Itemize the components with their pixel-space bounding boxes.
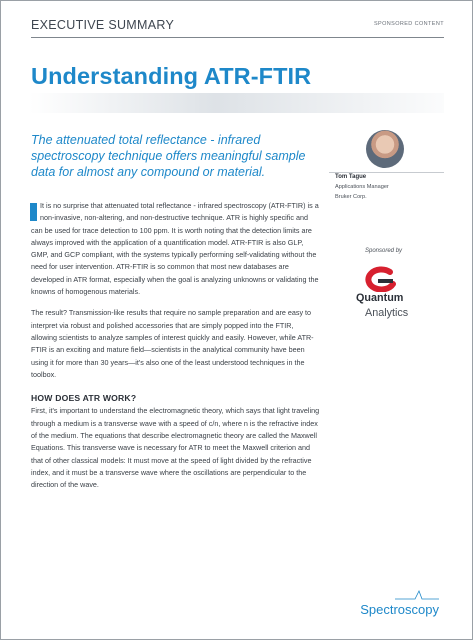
article-intro: The attenuated total reflectance - infrared spectroscopy technique offers meaningful sample data for almost any compound or material. xyxy=(31,133,306,179)
body-paragraph: The result? Transmission-like results that require no sample preparation and are easy to interpret via robust and polished accessories that are simply popped into the FTIR, allowing scientists to analyze samples of interest quickly and easily. However, while ATR-FTIR is an exciting and mature field—scientists in the analytical community have been using it for more than 30 years—it's also one of the least understood techniques in the toolbox. xyxy=(31,308,314,379)
sponsored-content-label: SPONSORED CONTENT xyxy=(373,21,444,27)
sponsor-subname: Analytics xyxy=(365,307,409,319)
spectrum-peak-icon xyxy=(395,590,439,600)
section-heading: HOW DOES ATR WORK? xyxy=(31,393,137,404)
title-banner xyxy=(29,93,444,113)
header-divider xyxy=(31,37,444,38)
quantum-analytics-logo-icon xyxy=(360,266,400,292)
article-title: Understanding ATR-FTIR xyxy=(31,63,312,89)
sponsor-name: Quantum xyxy=(356,292,404,304)
author-name: Tom Tague xyxy=(335,174,367,180)
body-paragraph: First, it's important to understand the electromagnetic theory, which says that light traveling through a medium is a transverse wave with a speed of c/n, where n is the refractive index of the medium. The equations that describe electromagnetic theory are called the Maxwell Equations. This transverse wave is necessary for ATR to meet the Maxwell criterion and that of other classical models: It must move at the speed of light divided by the refractive index, and it must be a transverse wave where the oscillations are perpendicular to the direction of the wave. xyxy=(31,406,320,490)
author-photo xyxy=(366,130,404,168)
paragraph-text: It is no surprise that attenuated total reflectance - infrared spectroscopy (ATR-FTIR) is a non-invasive, non-altering, and non-destructive technique. ATR is highly specific and can be used for trace detection to 100 ppm. It is worth noting that the detection limits are always improved with the application of a quantification model. ATR-FTIR is also GLP, GMP, and GCP compliant, with the systems typically performing self-validating without the need for user intervention. ATR-FTIR is so common that most new databases are developed in ATR format, especially when the goal is analyzing unknowns or validating the knowns of homogenous materials. xyxy=(31,201,319,297)
publication-logo: Spectroscopy xyxy=(360,602,439,617)
author-company: Bruker Corp. xyxy=(335,194,367,200)
sponsored-by-label: Sponsored by xyxy=(365,248,403,254)
sidebar-divider xyxy=(329,172,444,173)
drop-cap xyxy=(30,203,37,221)
author-role: Applications Manager xyxy=(335,184,389,190)
section-label: EXECUTIVE SUMMARY xyxy=(31,18,175,32)
body-paragraph xyxy=(31,200,321,298)
article-body xyxy=(31,200,321,501)
